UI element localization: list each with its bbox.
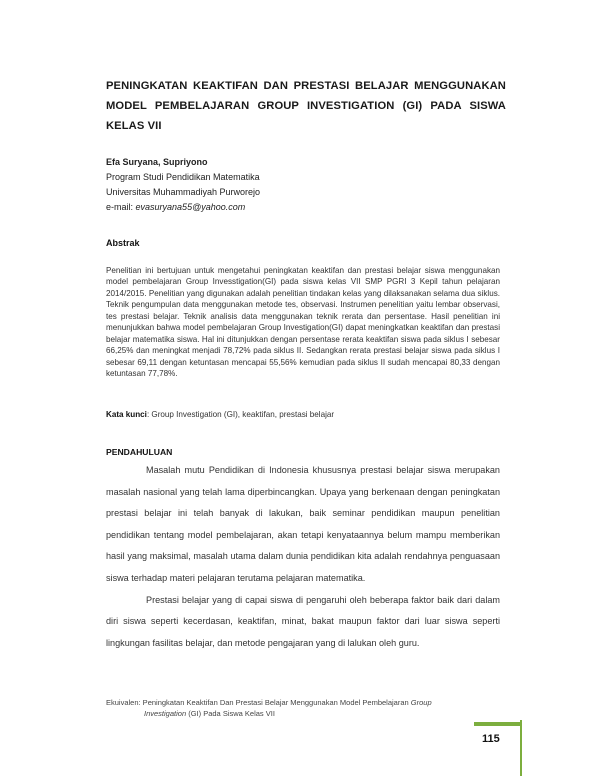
abstract-heading: Abstrak bbox=[106, 238, 140, 248]
section-heading-introduction: PENDAHULUAN bbox=[106, 447, 173, 457]
email-label: e-mail: bbox=[106, 202, 134, 212]
keywords-line bbox=[106, 410, 334, 419]
introduction-paragraph-1: Masalah mutu Pendidikan di Indonesia khususnya prestasi belajar siswa merupakan masalah nasional yang telah lama diperbincangkan. Upaya yang berkenaan dengan peningkatan prestasi belajar ini telah banyak di lakukan, baik seminar pendidikan maupun penelitian pendidikan tentang model pembelajaran, akan tetapi kenyataannya belum mampu memberikan hasil yang maksimal, masalah utama dalam dunia pendidikan kita adalah rendahnya penguasaan siswa terhadap materi pelajaran terutama pelajaran matematika. bbox=[106, 465, 500, 583]
author-block bbox=[106, 155, 260, 215]
author-affiliation: Program Studi Pendidikan Matematika bbox=[106, 172, 260, 182]
abstract-text: Penelitian ini bertujuan untuk mengetahui peningkatan keaktifan dan prestasi belajar siswa menggunakan model pembelajaran Group Invesstigation(GI) pada siswa kelas VII SMP PGRI 3 Kepil tahun pelajaran 2014/2015. Penelitian yang digunakan adalah penelitian tindakan kelas yang dilaksanakan selama dua siklus. Teknik pengumpulan data menggunakan metode tes, observasi. Instrumen penelitian yaitu lembar observasi, tes prestasi belajar. Teknik analisis data menggunakan teknik rerata dan persentase. Hasil penelitian ini menunjukkan bahwa model pembelajaran Group Investigation(GI) dapat meningkatkan keaktifan dan prestasi belajar matematika siswa. Hal ini ditunjukkan dengan persentase rerata keaktifan siswa pada siklus I sebesar 66,25% dan meningkat menjadi 78,72% pada siklus II. Sedangkan rerata prestasi belajar siswa pada siklus I sebesar 69,11 dengan ketuntasan mencapai 55,56% kemudian pada siklus II sudah mencapai 80,33 dengan ketuntasan 77,78%. bbox=[106, 266, 500, 379]
keywords-value: : Group Investigation (GI), keaktifan, prestasi belajar bbox=[146, 410, 335, 419]
citation-italic-group: Group bbox=[410, 698, 432, 707]
footer-accent-bar bbox=[474, 722, 522, 726]
introduction-body bbox=[106, 460, 500, 654]
keywords-label: Kata kunci bbox=[106, 410, 147, 419]
journal-footer-citation bbox=[106, 697, 498, 719]
paper-title: PENINGKATAN KEAKTIFAN DAN PRESTASI BELAJAR MENGGUNAKAN MODEL PEMBELAJARAN GROUP INVESTIGATION (GI) PADA SISWA KELAS VII bbox=[106, 80, 506, 132]
introduction-paragraph-2: Prestasi belajar yang di capai siswa di pengaruhi oleh beberapa faktor baik dari dalam diri siswa seperti kecerdasan, keaktifan, minat, bakat maupun faktor dari luar siswa seperti lingkungan fasilitas belajar, dan metode pengajaran yang di lalukan oleh guru. bbox=[106, 594, 500, 648]
author-university: Universitas Muhammadiyah Purworejo bbox=[106, 187, 261, 197]
citation-prefix: Ekuivalen: Peningkatan Keaktifan Dan Prestasi Belajar Menggunakan Model Pembelajaran bbox=[106, 698, 409, 707]
author-email: evasuryana55@yahoo.com bbox=[135, 202, 246, 212]
author-email-line bbox=[106, 200, 260, 215]
page-number: 115 bbox=[482, 733, 500, 745]
citation-suffix: (GI) Pada Siswa Kelas VII bbox=[188, 709, 275, 718]
author-names: Efa Suryana, Supriyono bbox=[106, 157, 208, 167]
footer-accent-line bbox=[520, 720, 522, 776]
citation-italic-investigation: Investigation bbox=[144, 709, 187, 718]
